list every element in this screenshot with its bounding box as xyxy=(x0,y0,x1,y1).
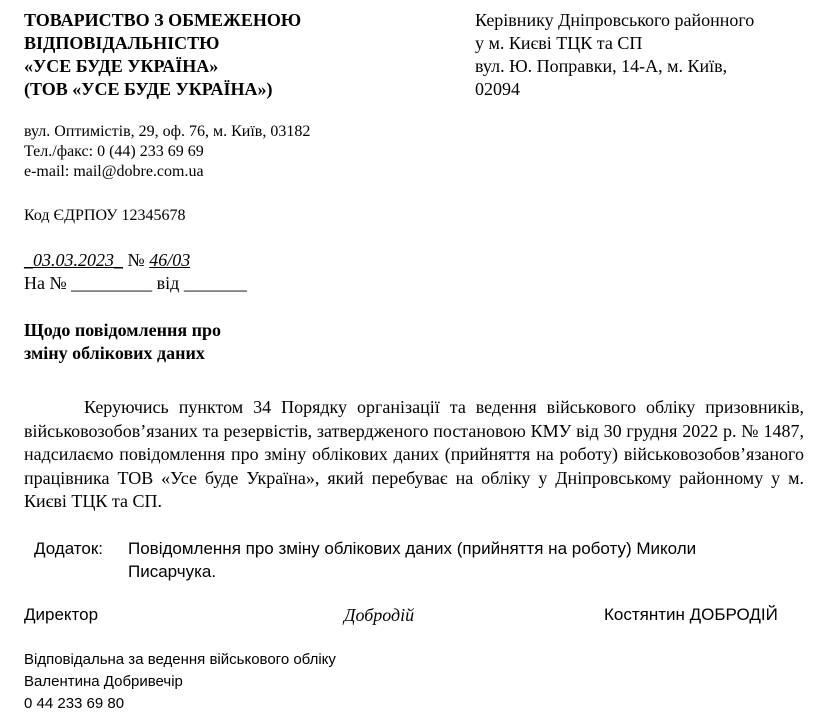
sender-phone: Тел./факс: 0 (44) 233 69 69 xyxy=(24,143,204,160)
sender-name-line: «УСЕ БУДЕ УКРАЇНА» xyxy=(24,56,219,76)
executor-block xyxy=(24,649,336,715)
sender-contacts xyxy=(24,122,310,182)
subject-line: зміну облікових даних xyxy=(24,343,205,363)
subject-line: Щодо повідомлення про xyxy=(24,320,221,340)
sender-edrpou: Код ЄДРПОУ 12345678 xyxy=(24,207,186,224)
outgoing-number: 46/03 xyxy=(149,250,191,270)
attachment-label: Додаток: xyxy=(34,539,103,558)
outgoing-registration xyxy=(24,249,190,271)
recipient-block xyxy=(475,9,805,101)
signatory-name: Костянтин ДОБРОДІЙ xyxy=(604,605,778,624)
sender-name-line: ТОВАРИСТВО З ОБМЕЖЕНОЮ xyxy=(24,10,302,30)
sender-email: e-mail: mail@dobre.com.ua xyxy=(24,163,204,180)
letter-subject xyxy=(24,319,221,365)
recipient-line: Керівнику Дніпровського районного xyxy=(475,10,755,30)
sender-name-line: (ТОВ «УСЕ БУДЕ УКРАЇНА») xyxy=(24,79,273,99)
signatory-position: Директор xyxy=(24,605,99,624)
reply-to-line: На № _________ від _______ xyxy=(24,273,247,293)
sender-name-line: ВІДПОВІДАЛЬНІСТЮ xyxy=(24,33,220,53)
number-label: № xyxy=(123,250,150,270)
executor-role: Відповідальна за ведення військового обліку xyxy=(24,651,336,668)
executor-phone: 0 44 233 69 80 xyxy=(24,695,125,712)
outgoing-date: 03.03.2023 xyxy=(33,250,114,270)
recipient-line: 02094 xyxy=(475,79,520,99)
recipient-line: вул. Ю. Поправки, 14-А, м. Київ, xyxy=(475,56,728,76)
sender-company-name xyxy=(24,9,384,101)
sender-address: вул. Оптимістів, 29, оф. 76, м. Київ, 03182 xyxy=(24,123,311,140)
recipient-line: у м. Києві ТЦК та СП xyxy=(475,33,643,53)
date-prefix: _ xyxy=(24,250,33,270)
attachment-text: Повідомлення про зміну облікових даних (прийняття на роботу) Миколи Писарчука. xyxy=(128,539,697,581)
executor-name: Валентина Добривечір xyxy=(24,673,183,690)
handwritten-signature: Добродій xyxy=(344,605,415,625)
body-paragraph: Керуючись пунктом 34 Порядку організації та ведення військового обліку призовників, військовозобов’язаних та резервістів, затвердженого постановою КМУ від 30 грудня 2022 р. № 1487, надсилаємо повідомлення про зміну облікових даних (прийняття на роботу) військовозобов’язаного працівника ТОВ «Усе буде Україна», який перебуває на обліку у Дніпровському районному у м. Києві ТЦК та СП. xyxy=(24,397,804,511)
date-suffix: _ xyxy=(114,250,123,270)
